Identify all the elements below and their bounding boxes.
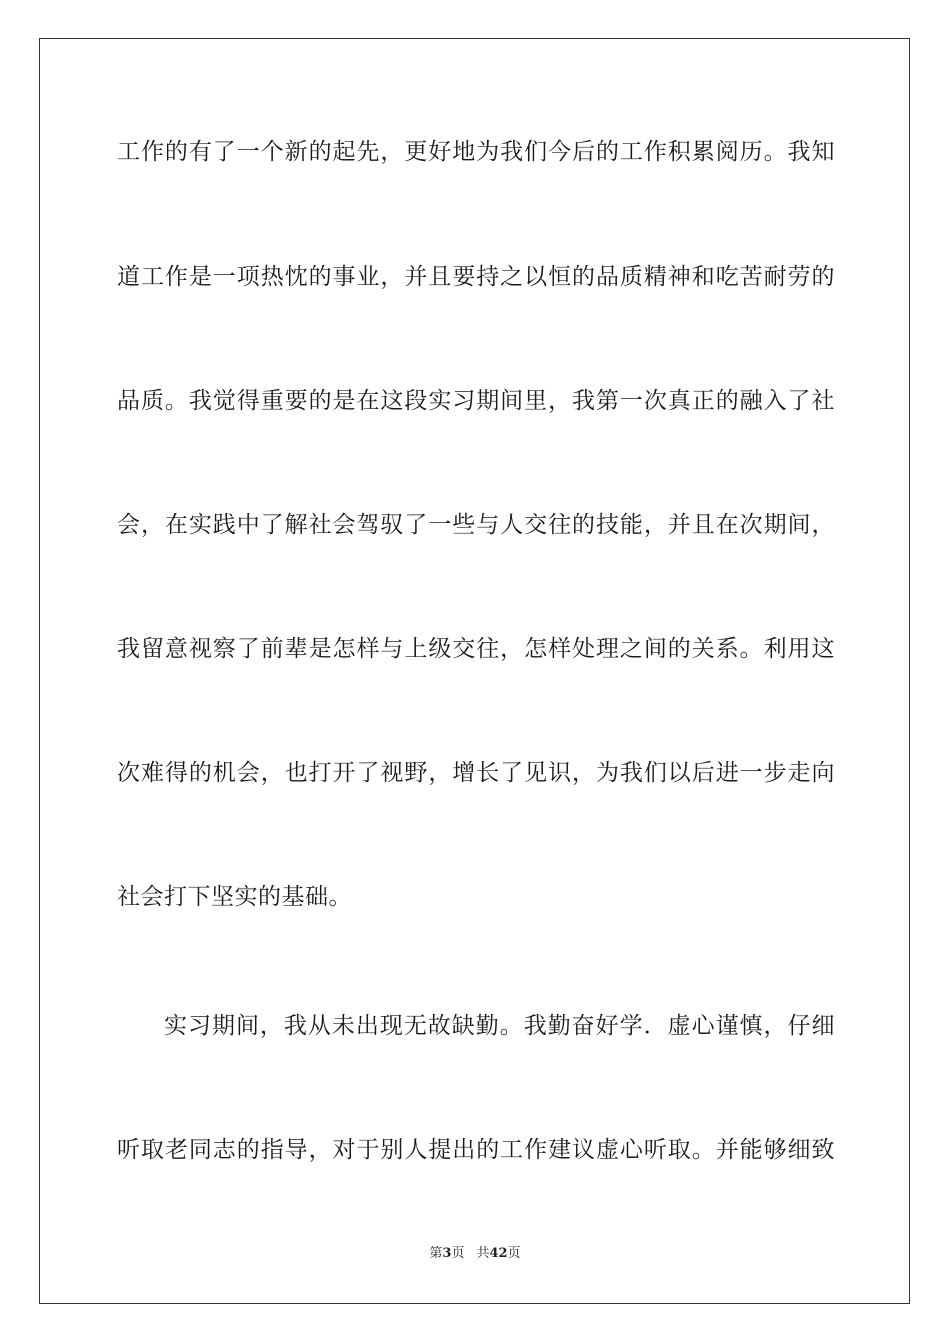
body-text-line: 听取老同志的指导，对于别人提出的工作建议虚心听取。并能够细致 — [117, 1137, 835, 1163]
total-page-number: 42 — [489, 1246, 508, 1261]
total-prefix: 共 — [476, 1246, 490, 1261]
body-text-line: 工作的有了一个新的起先，更好地为我们今后的工作积累阅历。我知 — [117, 139, 835, 165]
body-text-line: 次难得的机会，也打开了视野，增长了见识，为我们以后进一步走向 — [117, 760, 835, 786]
page-prefix: 第 — [429, 1246, 443, 1261]
body-text-line: 道工作是一项热忱的事业，并且要持之以恒的品质精神和吃苦耐劳的 — [117, 264, 835, 290]
page-suffix: 页 — [451, 1246, 465, 1261]
body-text-line: 会，在实践中了解社会驾驭了一些与人交往的技能，并且在次期间， — [117, 512, 835, 538]
body-text-line: 品质。我觉得重要的是在这段实习期间里，我第一次真正的融入了社 — [117, 388, 835, 414]
page-border — [39, 38, 910, 1304]
body-text-line: 社会打下坚实的基础。 — [117, 884, 352, 910]
current-page-number: 3 — [442, 1246, 452, 1261]
paragraph-first-line: 实习期间，我从未出现无故缺勤。我勤奋好学．虚心谨慎，仔细 — [164, 1013, 835, 1039]
page-number-footer — [0, 1245, 950, 1263]
body-text-line: 我留意视察了前辈是怎样与上级交往，怎样处理之间的关系。利用这 — [117, 636, 835, 662]
total-suffix: 页 — [507, 1246, 521, 1261]
